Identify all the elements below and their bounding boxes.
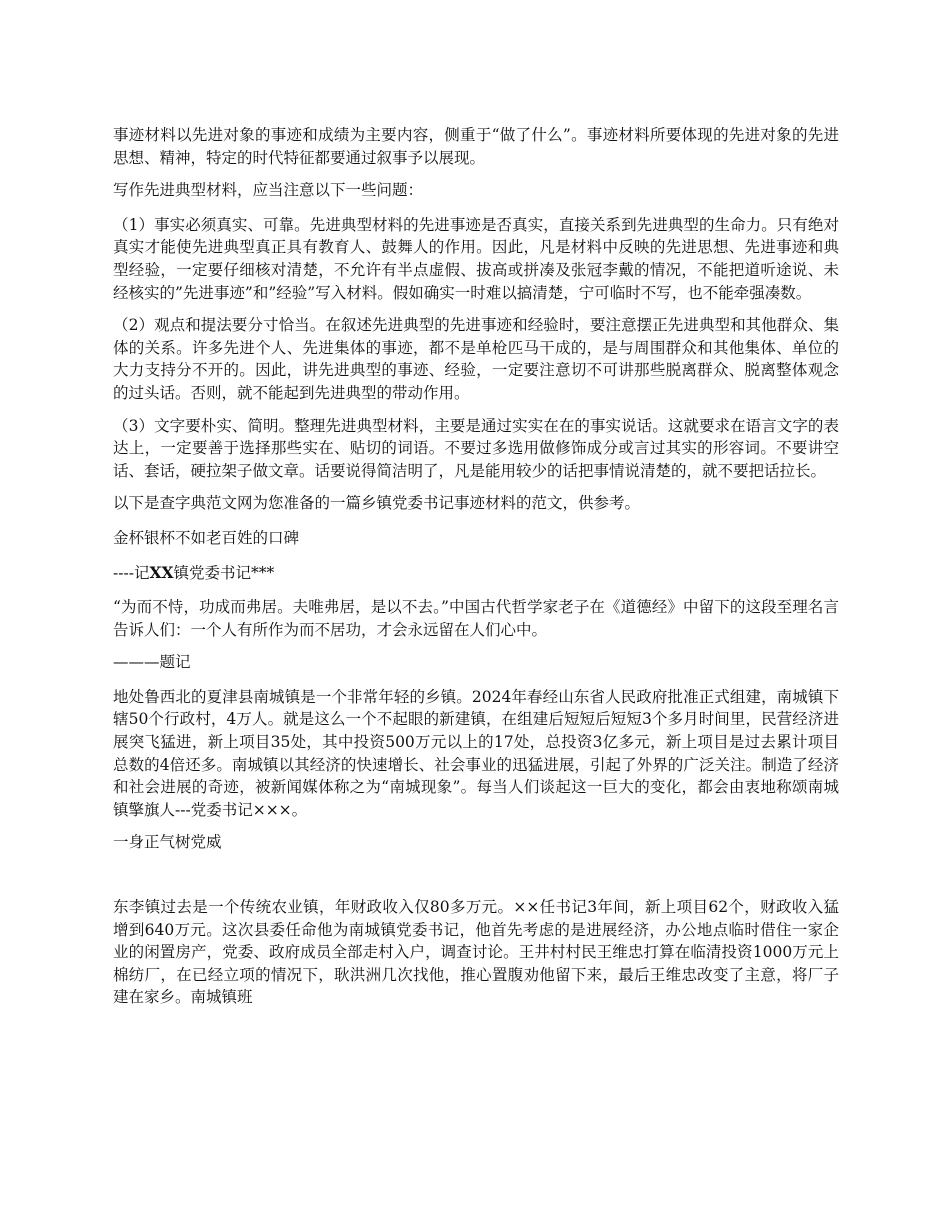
section-heading: 一身正气树党威 bbox=[113, 833, 222, 852]
paragraph-intro: 事迹材料以先进对象的事迹和成绩为主要内容，侧重于“做了什么”。事迹材料所要体现的先进对象的先进思想、精神，特定的时代特征都要通过叙事予以展现。 bbox=[113, 126, 839, 167]
paragraph-point-1: （1）事实必须真实、可靠。先进典型材料的先进事迹是否真实，直接关系到先进典型的生命力。只有绝对真实才能使先进典型真正具有教育人、鼓舞人的作用。因此，凡是材料中反映的先进思想、先进事迹和典型经验，一定要仔细核对清楚，不允许有半点虚假、拔高或拼凑及张冠李戴的情况，不能把道听途说、未经核实的”先进事迹”和”经验”写入材料。假如确实一时难以搞清楚，宁可临时不写，也不能牵强凑数。 bbox=[113, 215, 839, 302]
document-body bbox=[113, 124, 839, 1019]
paragraph-point-2: （2）观点和提法要分寸恰当。在叙述先进典型的先进事迹和经验时，要注意摆正先进典型和其他群众、集体的关系。许多先进个人、先进集体的事迹，都不是单枪匹马干成的，是与周围群众和其他集体、单位的大力支持分不开的。因此，讲先进典型的事迹、经验，一定要注意切不可讲那些脱离群众、脱离整体观念的过头话。否则，就不能起到先进典型的带动作用。 bbox=[113, 316, 839, 402]
blank-gap bbox=[113, 866, 839, 896]
article-title: 金杯银杯不如老百姓的口碑 bbox=[113, 528, 300, 547]
paragraph-nancheng: 地处鲁西北的夏津县南城镇是一个非常年轻的乡镇。2024年春经山东省人民政府批准正式组建，南城镇下辖50个行政村，4万人。就是这么一个不起眼的新建镇，在组建后短短后短短3个多月时间里，民营经济进展突飞猛进，新上项目35处，其中投资500万元以上的17处，总投资3亿多元，新上项目是过去累计项目总数的4倍还多。南城镇以其经济的快速增长、社会事业的迅猛进展，引起了外界的广泛关注。制造了经济和社会进展的奇迹，被新闻媒体称之为“南城现象”。每当人们谈起这一巨大的变化，都会由衷地称颂南城镇擎旗人---党委书记×××。 bbox=[113, 687, 839, 819]
subtitle-suffix: 镇党委书记*** bbox=[173, 563, 275, 582]
paragraph-dongli: 东李镇过去是一个传统农业镇，年财政收入仅80多万元。××任书记3年间，新上项目62个，财政收入猛增到640万元。这次县委任命他为南城镇党委书记，他首先考虑的是进展经济，办公地点临时借住一家企业的闲置房产，党委、政府成员全部走村入户，调查讨论。王井村村民王维忠打算在临清投资1000万元上棉纺厂，在已经立项的情况下，耿洪洲几次找他，推心置腹劝他留下来，最后王维忠改变了主意，将厂子建在家乡。南城镇班 bbox=[113, 898, 839, 1007]
paragraph-lead: 写作先进典型材料，应当注意以下一些问题： bbox=[113, 181, 424, 200]
epigraph-label: ———题记 bbox=[113, 653, 191, 672]
subtitle-prefix: ----记 bbox=[113, 563, 150, 582]
article-subtitle bbox=[113, 562, 839, 585]
paragraph-epigraph: “为而不恃，功成而弗居。夫唯弗居，是以不去。”中国古代哲学家老子在《道德经》中留下的这段至理名言告诉人们：一个人有所作为而不居功，才会永远留在人们心中。 bbox=[113, 598, 839, 639]
paragraph-point-3: （3）文字要朴实、简明。整理先进典型材料，主要是通过实实在在的事实说话。这就要求在语言文字的表达上，一定要善于选择那些实在、贴切的词语。不要过多选用做修饰成分或言过其实的形容词。不要讲空话、套话，硬拉架子做文章。话要说得简洁明了，凡是能用较少的话把事情说清楚的，就不要把话拉长。 bbox=[113, 416, 839, 480]
paragraph-transition: 以下是查字典范文网为您准备的一篇乡镇党委书记事迹材料的范文，供参考。 bbox=[113, 494, 641, 513]
subtitle-town-name: XX bbox=[149, 562, 174, 582]
